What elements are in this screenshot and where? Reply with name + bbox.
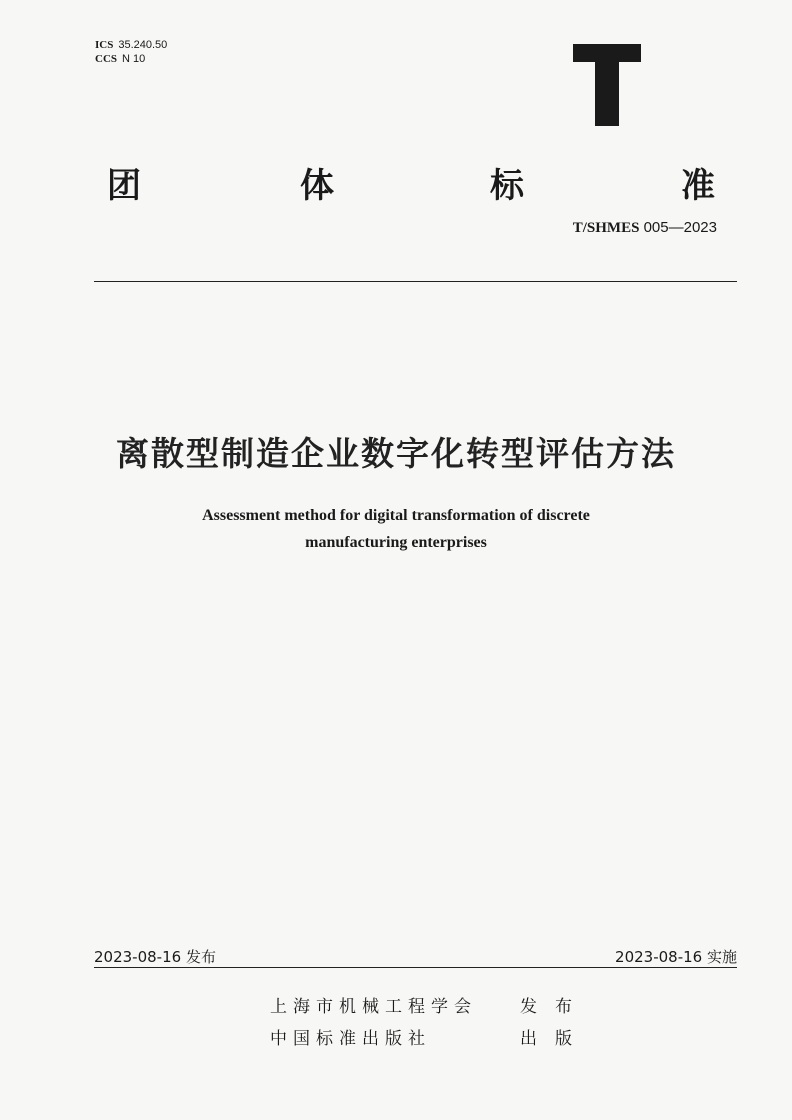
ccs-value: N 10 bbox=[122, 53, 146, 65]
standard-type-char: 准 bbox=[681, 166, 715, 206]
standard-type-char: 团 bbox=[107, 166, 141, 206]
classification-codes bbox=[95, 38, 167, 66]
english-title-line: manufacturing enterprises bbox=[305, 534, 487, 551]
ics-label: ICS bbox=[95, 39, 114, 51]
implementation-date: 2023-08-16 实施 bbox=[615, 948, 737, 966]
publishing-organization: 中国标准出版社 bbox=[270, 1029, 431, 1049]
issuer-action: 出版 bbox=[520, 1029, 590, 1049]
footer-divider bbox=[94, 967, 737, 968]
ccs-line bbox=[95, 52, 167, 66]
publish-date: 2023-08-16 发布 bbox=[94, 948, 216, 966]
document-title-chinese: 离散型制造企业数字化转型评估方法 bbox=[116, 434, 676, 473]
english-title-line: Assessment method for digital transformation of discrete bbox=[202, 507, 590, 524]
ics-line bbox=[95, 38, 167, 52]
issuer-action: 发布 bbox=[520, 997, 590, 1017]
group-standard-logo bbox=[573, 44, 641, 126]
issuer-block bbox=[270, 991, 600, 1055]
header-divider bbox=[94, 281, 737, 282]
standard-type-char: 体 bbox=[300, 166, 334, 206]
standard-type-char: 标 bbox=[490, 166, 524, 206]
standard-code bbox=[573, 219, 717, 237]
standard-code-number: 005—2023 bbox=[643, 219, 717, 236]
standard-code-prefix: T/SHMES bbox=[572, 220, 640, 236]
issuing-organization: 上海市机械工程学会 bbox=[270, 997, 477, 1017]
standard-type-heading bbox=[95, 158, 727, 206]
date-row bbox=[94, 946, 737, 968]
document-title-english bbox=[0, 502, 792, 556]
ccs-label: CCS bbox=[95, 53, 118, 65]
issuer-row bbox=[270, 1023, 600, 1055]
ics-value: 35.240.50 bbox=[118, 39, 168, 51]
issuer-row bbox=[270, 991, 600, 1023]
